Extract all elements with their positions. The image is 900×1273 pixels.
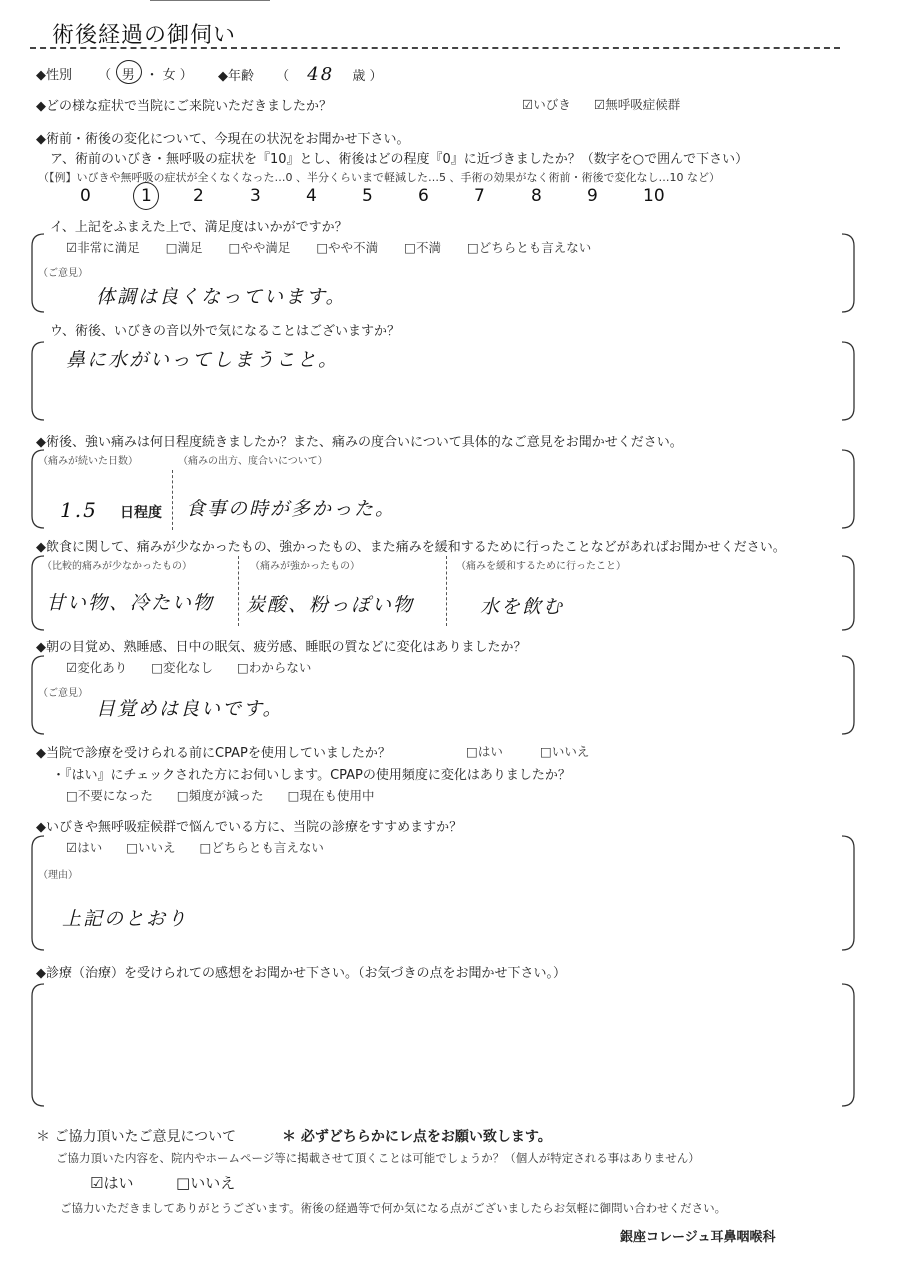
recommend-brackets [30,834,870,954]
recommend-label-2: いいえ [138,840,176,855]
box-icon: □ [66,788,78,803]
symptom-snoring-label: いびき [533,97,571,112]
box-icon: □ [176,788,189,803]
checked-box-icon: ☑ [66,240,78,255]
morning-label-1: 変化あり [77,660,128,675]
pain-days-value[interactable]: 1.5 [60,498,98,522]
change-a-question: ア、術前のいびき・無呼吸の症状を『10』とし、術後はどの程度『0』に近づきましたか？（数字を○で囲んで下さい） [50,152,749,167]
consent-heading: ＊ ご協力頂いたご意見について [36,1129,237,1145]
symptom-apnea-option[interactable] [594,95,680,113]
impression-answer-area[interactable] [48,990,848,1100]
scale-0[interactable]: 0 [80,186,91,206]
change-question: ◆術前・術後の変化について、今現在の状況をお聞かせ下さい。 [36,132,410,147]
impression-question: ◆診療（治療）を受けられての感想をお聞かせ下さい。（お気づきの点をお聞かせ下さい。） [36,966,566,981]
cpap-sub-label-3: 現在も使用中 [299,788,375,803]
change-scale [0,186,900,210]
pain-detail-label: （痛みの出方、度合いについて） [178,456,328,467]
recommend-label-1: はい [77,840,103,855]
page-title: 術後経過の御伺い [52,23,237,48]
pain-question: ◆術後、強い痛みは何日程度続きましたか？また、痛みの度合いについて具体的なご意見をお聞かせください。 [36,435,683,450]
cpap-sub-question: ・『はい』にチェックされた方にお伺いします。CPAPの使用頻度に変化はありましたか？ [52,768,571,783]
box-icon: □ [466,240,479,255]
age-open: （ [276,69,290,84]
diet-strong-label: （痛みが強かったもの） [250,561,360,572]
gender-male-option[interactable] [115,64,141,83]
pain-brackets [30,448,870,532]
gender-female-option[interactable]: 女 [162,68,176,83]
box-icon: □ [228,240,241,255]
recommend-label-3: どちらとも言えない [211,840,324,855]
consent-no-option[interactable] [176,1172,235,1193]
scale-7[interactable]: 7 [474,186,485,206]
consent-yes-option[interactable] [90,1172,133,1193]
satisfaction-label-6: どちらとも言えない [478,240,592,255]
checked-box-icon: ☑ [66,660,78,675]
gender-male-label: 男 [121,68,135,83]
satisfaction-opinion-text[interactable]: 体調は良くなっています。 [96,286,347,308]
gender-separator: ・ [145,68,159,83]
satisfaction-brackets [30,232,870,314]
cpap-sub-options [66,786,374,804]
satisfaction-label-1: 非常に満足 [77,240,140,255]
scale-10[interactable]: 10 [643,186,665,206]
cpap-sub-option-1[interactable] [66,788,153,803]
symptoms-question: ◆どの様な症状で当院にご来院いただきましたか？ [36,99,332,114]
satisfaction-label-2: 満足 [177,240,203,255]
morning-opinion-label: （ご意見） [38,688,88,699]
cpap-sub-label-2: 頻度が減った [188,788,264,803]
symptom-apnea-label: 無呼吸症候群 [605,97,681,112]
box-icon: □ [126,840,139,855]
recommend-question: ◆いびきや無呼吸症候群で悩んでいる方に、当院の診療をすすめますか？ [36,820,463,835]
box-icon: □ [316,240,329,255]
scale-8[interactable]: 8 [531,186,542,206]
box-icon: □ [466,744,478,759]
satisfaction-label-3: やや満足 [240,240,291,255]
cpap-question: ◆当院で診療を受けられる前にCPAPを使用していましたか？ [36,746,391,761]
satisfaction-opinion-label: （ご意見） [38,268,88,279]
clinic-name: 銀座コレージュ耳鼻咽喉科 [620,1230,776,1245]
checked-box-icon: ☑ [66,840,78,855]
diet-relief-label: （痛みを緩和するために行ったこと） [456,561,626,572]
age-unit: 歳 [352,69,366,84]
box-icon: □ [165,240,178,255]
top-rule [150,0,270,1]
diet-less-text[interactable]: 甘い物、冷たい物 [46,592,215,614]
u-question: ウ、術後、いびきの音以外で気になることはございますか？ [50,324,400,339]
gender-label: ◆性別 [36,68,72,83]
change-example: （【例】いびきや無呼吸の症状が全くなくなった…0 、半分くらいまで軽減した…5 、手術の効果がなく術前・術後で変化なし…10 など） [38,171,720,184]
gender-close: ） [179,68,193,83]
scale-3[interactable]: 3 [250,186,261,206]
scale-1[interactable]: 1 [141,186,152,206]
cpap-no-label: いいえ [551,744,590,759]
cpap-sub-label-1: 不要になった [77,788,153,803]
scale-4[interactable]: 4 [306,186,317,206]
consent-thanks: ご協力いただきましてありがとうございます。術後の経過等で何か気になる点がございましたらお気軽に御問い合わせください。 [60,1201,727,1215]
scale-2[interactable]: 2 [193,186,204,206]
diet-brackets [30,554,870,634]
morning-label-2: 変化なし [163,660,214,675]
box-icon: □ [540,744,552,759]
consent-yes-label: はい [103,1174,134,1192]
satisfaction-label-4: やや不満 [328,240,379,255]
satisfaction-label-5: 不満 [415,240,441,255]
checked-box-icon: ☑ [522,97,534,112]
u-brackets [30,340,870,424]
box-icon: □ [287,788,300,803]
satisfaction-question: イ、上記をふまえた上で、満足度はいかがですか？ [50,220,348,235]
scale-5[interactable]: 5 [362,186,373,206]
morning-opinion-text[interactable]: 目覚めは良いです。 [96,698,284,720]
box-icon: □ [151,660,164,675]
symptom-snoring-option[interactable] [522,95,571,113]
consent-heading-bold: ＊ 必ずどちらかにレ点をお願い致します。 [282,1129,552,1145]
box-icon: □ [237,660,249,675]
morning-brackets [30,654,870,738]
scale-6[interactable]: 6 [418,186,429,206]
morning-question: ◆朝の目覚め、熟睡感、日中の眠気、疲労感、睡眠の質などに変化はありましたか？ [36,640,527,655]
consent-no-label: いいえ [190,1174,236,1192]
cpap-yes-label: はい [477,744,503,759]
gender-row [36,64,193,83]
cpap-sub-option-3[interactable] [288,788,375,803]
gender-selected-circle [116,60,142,84]
scale-9[interactable]: 9 [587,186,598,206]
morning-label-3: わからない [248,660,312,675]
age-row [218,64,383,85]
diet-question: ◆飲食に関して、痛みが少なかったもの、強かったもの、また痛みを緩和するために行ったことなどがあればお聞かせください。 [36,540,786,555]
age-close: ） [369,69,383,84]
gender-open: （ [98,68,112,83]
age-value[interactable]: 48 [307,64,335,85]
box-icon: □ [176,1174,191,1192]
pain-days-label: （痛みが続いた日数） [38,456,138,467]
consent-question: ご協力頂いた内容を、院内やホームページ等に掲載させて頂くことは可能でしょうか？（個人が特定される事はありません） [56,1151,700,1165]
cpap-yes-option[interactable] [466,742,503,760]
box-icon: □ [404,240,416,255]
recommend-reason-label: （理由） [38,870,78,881]
diet-relief-text[interactable]: 水を飲む [480,596,565,618]
box-icon: □ [199,840,212,855]
recommend-reason-text[interactable]: 上記のとおり [62,908,189,930]
diet-less-label: （比較的痛みが少なかったもの） [42,561,192,572]
age-label: ◆年齢 [218,69,254,84]
cpap-no-option[interactable] [540,742,589,760]
pain-days-unit: 日程度 [120,505,162,521]
title-divider [30,47,840,49]
diet-strong-text[interactable]: 炭酸、粉っぽい物 [246,594,415,616]
pain-detail-text[interactable]: 食事の時が多かった。 [186,498,397,520]
scale-selected-circle [133,182,159,210]
checked-box-icon: ☑ [90,1174,104,1192]
cpap-sub-option-2[interactable] [177,788,264,803]
u-answer[interactable]: 鼻に水がいってしまうこと。 [66,349,340,371]
checked-box-icon: ☑ [594,97,606,112]
